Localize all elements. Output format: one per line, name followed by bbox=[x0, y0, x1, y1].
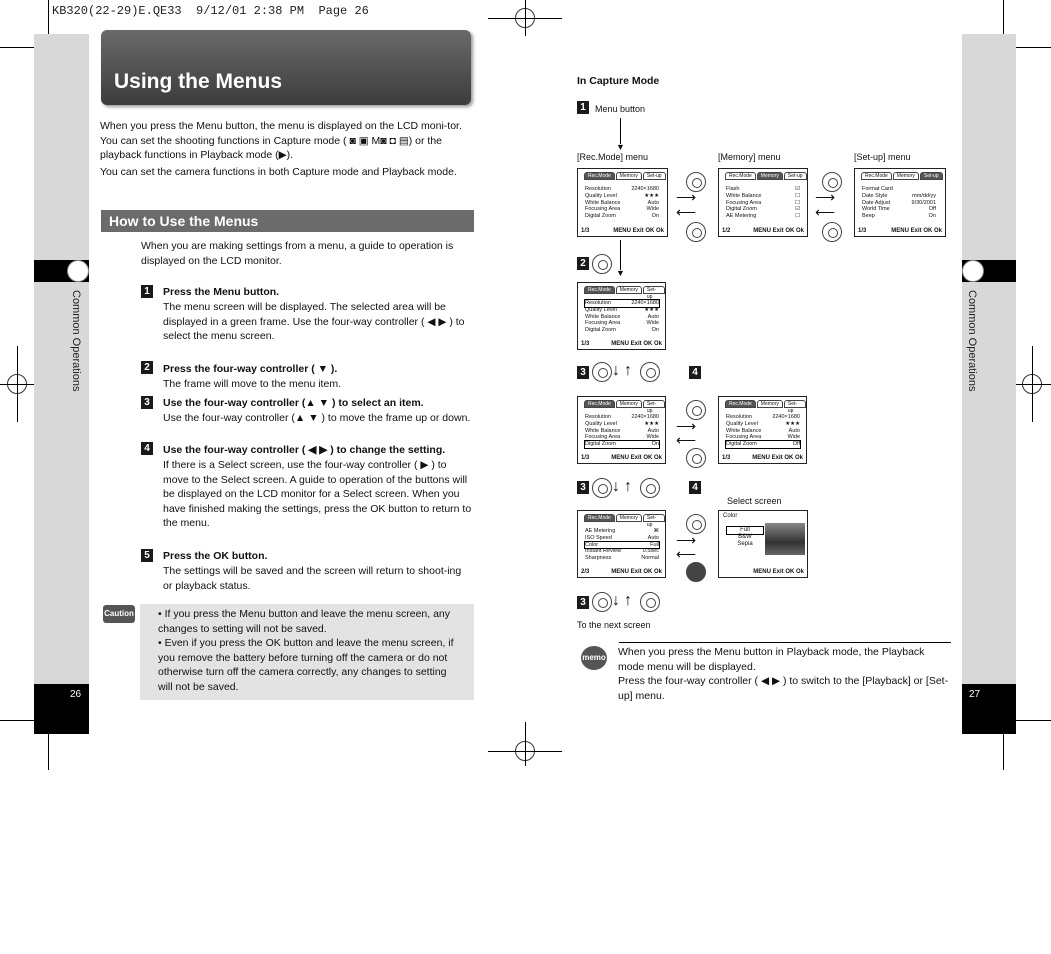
menu-button-label: Menu button bbox=[595, 104, 646, 114]
arrow-left: ⟵ bbox=[676, 204, 697, 220]
step-number: 3 bbox=[141, 396, 153, 409]
step-body: The frame will move to the menu item. bbox=[163, 378, 341, 390]
section-heading-bar bbox=[101, 210, 474, 232]
side-strip bbox=[34, 34, 89, 260]
crop-mark bbox=[1016, 384, 1051, 385]
tab-memory: Memory bbox=[616, 172, 642, 180]
side-label: Common Operations bbox=[70, 290, 82, 392]
step-number: 4 bbox=[689, 481, 701, 494]
tab-memory: Memory bbox=[757, 172, 783, 180]
menu-label: [Memory] menu bbox=[718, 152, 781, 162]
tab-recmode: Rec.Mode bbox=[584, 286, 615, 294]
four-way-controller-icon bbox=[640, 592, 660, 612]
play-icon: ▶ bbox=[278, 149, 287, 161]
step-number: 2 bbox=[141, 361, 153, 374]
crop-mark bbox=[525, 722, 526, 766]
step-number: 3 bbox=[577, 596, 589, 609]
page-title-box bbox=[101, 30, 471, 105]
arrow-right: ⟶ bbox=[676, 189, 697, 205]
intro-paragraph-2: You can set the camera functions in both Capture mode and Playback mode. bbox=[100, 166, 457, 178]
tab-setup: Set-up bbox=[643, 286, 665, 294]
four-way-controller-icon bbox=[592, 478, 612, 498]
step-number: 1 bbox=[577, 101, 589, 114]
step-body: If there is a Select screen, use the four-way controller ( ▶ ) to move to the Select screen. A guide to operation of the buttons will be displayed on the LCD monitor for a Select screen. When you have finished making the settings, press the OK button to return to the menu. bbox=[163, 459, 472, 529]
memo-line-1: When you press the Menu button in Playback mode, the Playback mode menu will be displayed. bbox=[618, 646, 925, 673]
crop-mark bbox=[0, 384, 34, 385]
four-way-controller-icon bbox=[640, 362, 660, 382]
memo-icon: memo bbox=[581, 646, 607, 670]
four-way-controller-icon bbox=[686, 514, 706, 534]
page-number: 26 bbox=[70, 689, 82, 700]
arrow-up: ↑ bbox=[624, 362, 632, 379]
zoom-off-menu-screen: Rec.Mode Memory Set-up Resolution 2240×1680 Quality Level ★★★ White Balance Auto Focusing Area Wide Digital Zoom Off 1/3 MENU Exit OK Ok bbox=[718, 396, 807, 464]
memory-menu-screen: Rec.Mode Memory Set-up Flash ☑ White Balance ☐ Focusing Area ☐ Digital Zoom ☑ AE Metering ☐ 1/2 MENU Exit OK Ok bbox=[718, 168, 808, 237]
tab-memory: Memory bbox=[893, 172, 919, 180]
step-body: The settings will be saved and the screen will return to shoot-ing or playback status. bbox=[163, 565, 462, 592]
page-number: 27 bbox=[969, 689, 981, 700]
crop-mark bbox=[1003, 0, 1004, 34]
four-way-controller-icon bbox=[592, 254, 612, 274]
intro-paragraph: When you press the Menu button, the menu is displayed on the LCD moni-tor. You can set the shooting functions in Capture mode ( ◙ ▣ M◙ ◘ ▤) or the playback functions in Playback mode (▶). bbox=[100, 120, 462, 161]
arrow-up: ↑ bbox=[624, 478, 632, 495]
memo-line-2: Press the four-way controller ( ◀ ▶ ) to switch to the [Playback] or [Set-up] menu. bbox=[618, 675, 949, 702]
crop-mark bbox=[1003, 734, 1004, 770]
tab-setup: Set-up bbox=[643, 514, 665, 522]
caution-item: • If you press the Menu button and leave the menu screen, any changes to setting will not be saved. bbox=[158, 608, 451, 635]
step-body: The menu screen will be displayed. The selected area will be displayed in a green frame. Use the four-way controller ( ◀ ▶ ) to select the menu screen. bbox=[163, 301, 465, 342]
tab-setup: Set-up bbox=[643, 400, 665, 408]
section-intro: When you are making settings from a menu, a guide to operation is displayed on the LCD monitor. bbox=[141, 240, 454, 267]
step-number: 4 bbox=[689, 366, 701, 379]
tab-memory: Memory bbox=[616, 514, 642, 522]
tab-recmode: Rec.Mode bbox=[725, 400, 756, 408]
caution-item: • Even if you press the OK button and leave the menu screen, if you remove the battery before turning off the camera or do not otherwise turn off the camera correctly, any changes to setting will not be saved. bbox=[158, 637, 454, 693]
step-number: 4 bbox=[141, 442, 153, 455]
crop-mark bbox=[48, 0, 49, 34]
step-number: 2 bbox=[577, 257, 589, 270]
page-title: Using the Menus bbox=[114, 70, 283, 93]
tab-setup: Set-up bbox=[784, 400, 806, 408]
ok-button-icon bbox=[686, 562, 706, 582]
menu-label: [Set-up] menu bbox=[854, 152, 911, 162]
step-title: Use the four-way controller ( ◀ ▶ ) to change the setting. bbox=[163, 444, 446, 456]
step-title: Press the four-way controller ( ▼ ). bbox=[163, 363, 338, 375]
tab-setup: Set-up bbox=[643, 172, 666, 180]
caution-icon: Caution bbox=[103, 605, 135, 623]
arrow-right: ⟶ bbox=[815, 189, 836, 205]
select-screen-label: Select screen bbox=[727, 496, 782, 506]
arrow-right: ⟶ bbox=[676, 532, 697, 548]
step-number: 5 bbox=[141, 549, 153, 562]
step-title: Press the Menu button. bbox=[163, 286, 280, 298]
preview-image bbox=[765, 523, 805, 555]
option-full: Full bbox=[727, 527, 763, 534]
option-sepia: Sepia bbox=[737, 541, 753, 547]
side-tab-circle bbox=[67, 260, 89, 282]
step-number: 3 bbox=[577, 481, 589, 494]
step-title: Use the four-way controller (▲ ▼ ) to select an item. bbox=[163, 397, 424, 409]
arrow-right: ⟶ bbox=[676, 418, 697, 434]
playback-mode-icon: ▤ bbox=[398, 134, 409, 147]
tab-recmode: Rec.Mode bbox=[584, 172, 615, 180]
memo-divider bbox=[619, 642, 951, 643]
memo-text bbox=[618, 645, 952, 703]
tab-memory: Memory bbox=[757, 400, 783, 408]
step-number: 3 bbox=[577, 366, 589, 379]
print-header: KB320(22-29)E.QE33 9/12/01 2:38 PM Page 26 bbox=[52, 4, 369, 18]
step-body: Use the four-way controller (▲ ▼ ) to move the frame up or down. bbox=[163, 412, 471, 424]
tab-setup: Set-up bbox=[784, 172, 807, 180]
zoom-on-menu-screen: Rec.Mode Memory Set-up Resolution 2240×1680 Quality Level ★★★ White Balance Auto Focusing Area Wide Digital Zoom On 1/3 MENU Exit OK Ok bbox=[577, 396, 666, 464]
step-title: Press the OK button. bbox=[163, 550, 268, 562]
arrow-down bbox=[620, 118, 621, 144]
four-way-controller-icon bbox=[640, 478, 660, 498]
setup-menu-screen: Rec.Mode Memory Set-up Format Card Date Style mm/dd/yy Date Adjust 9/30/2001 World Time Off Beep On 1/3 MENU Exit OK Ok bbox=[854, 168, 946, 237]
color-select-screen: Color Full B&W Sepia MENU Exit OK Ok bbox=[718, 510, 808, 578]
tab-recmode: Rec.Mode bbox=[861, 172, 892, 180]
arrow-down: ↓ bbox=[612, 362, 620, 379]
section-heading: How to Use the Menus bbox=[109, 213, 259, 229]
arrow-left: ⟵ bbox=[815, 204, 836, 220]
next-screen-label: To the next screen bbox=[577, 620, 651, 630]
capture-mode-icons: ◙ ▣ M◙ ◘ bbox=[346, 134, 399, 147]
side-strip bbox=[962, 34, 1016, 260]
arrow-down: ↓ bbox=[612, 592, 620, 609]
page2-menu-screen: Rec.Mode Memory Set-up AE Metering ⌘ ISO Speed Auto Color Full Instant Review 0.5sec Sharpness Normal 2/3 MENU Exit OK Ok bbox=[577, 510, 666, 578]
mode-heading: In Capture Mode bbox=[577, 75, 660, 87]
recmode-menu-screen: Rec.Mode Memory Set-up Resolution 2240×1680 Quality Level ★★★ White Balance Auto Focusing Area Wide Digital Zoom On 1/3 MENU Exit OK Ok bbox=[577, 168, 668, 237]
tab-recmode: Rec.Mode bbox=[725, 172, 756, 180]
step-number: 1 bbox=[141, 285, 153, 298]
tab-recmode: Rec.Mode bbox=[584, 400, 615, 408]
arrow-down bbox=[620, 240, 621, 270]
four-way-controller-icon bbox=[686, 448, 706, 468]
menu-label: [Rec.Mode] menu bbox=[577, 152, 649, 162]
side-tab-circle bbox=[962, 260, 984, 282]
four-way-controller-icon bbox=[822, 222, 842, 242]
arrow-head: ▼ bbox=[616, 142, 625, 152]
crop-mark bbox=[488, 751, 562, 752]
arrow-left: ⟵ bbox=[676, 432, 697, 448]
four-way-controller-icon bbox=[686, 400, 706, 420]
four-way-controller-icon bbox=[592, 362, 612, 382]
side-label: Common Operations bbox=[966, 290, 978, 392]
crop-mark bbox=[488, 18, 562, 19]
option-bw: B&W bbox=[738, 534, 752, 540]
tab-memory: Memory bbox=[616, 286, 642, 294]
step2-menu-screen: Rec.Mode Memory Set-up Resolution 2240×1680 Quality Level ★★★ White Balance Auto Focusing Area Wide Digital Zoom On 1/3 MENU Exit OK Ok bbox=[577, 282, 666, 350]
tab-setup: Set-up bbox=[920, 172, 943, 180]
arrow-up: ↑ bbox=[624, 592, 632, 609]
tab-recmode: Rec.Mode bbox=[584, 514, 615, 522]
arrow-head: ▼ bbox=[616, 268, 625, 278]
arrow-left: ⟵ bbox=[676, 546, 697, 562]
crop-mark bbox=[48, 734, 49, 770]
four-way-controller-icon bbox=[686, 222, 706, 242]
four-way-controller-icon bbox=[592, 592, 612, 612]
select-screen-title: Color bbox=[723, 513, 738, 519]
arrow-down: ↓ bbox=[612, 478, 620, 495]
tab-memory: Memory bbox=[616, 400, 642, 408]
